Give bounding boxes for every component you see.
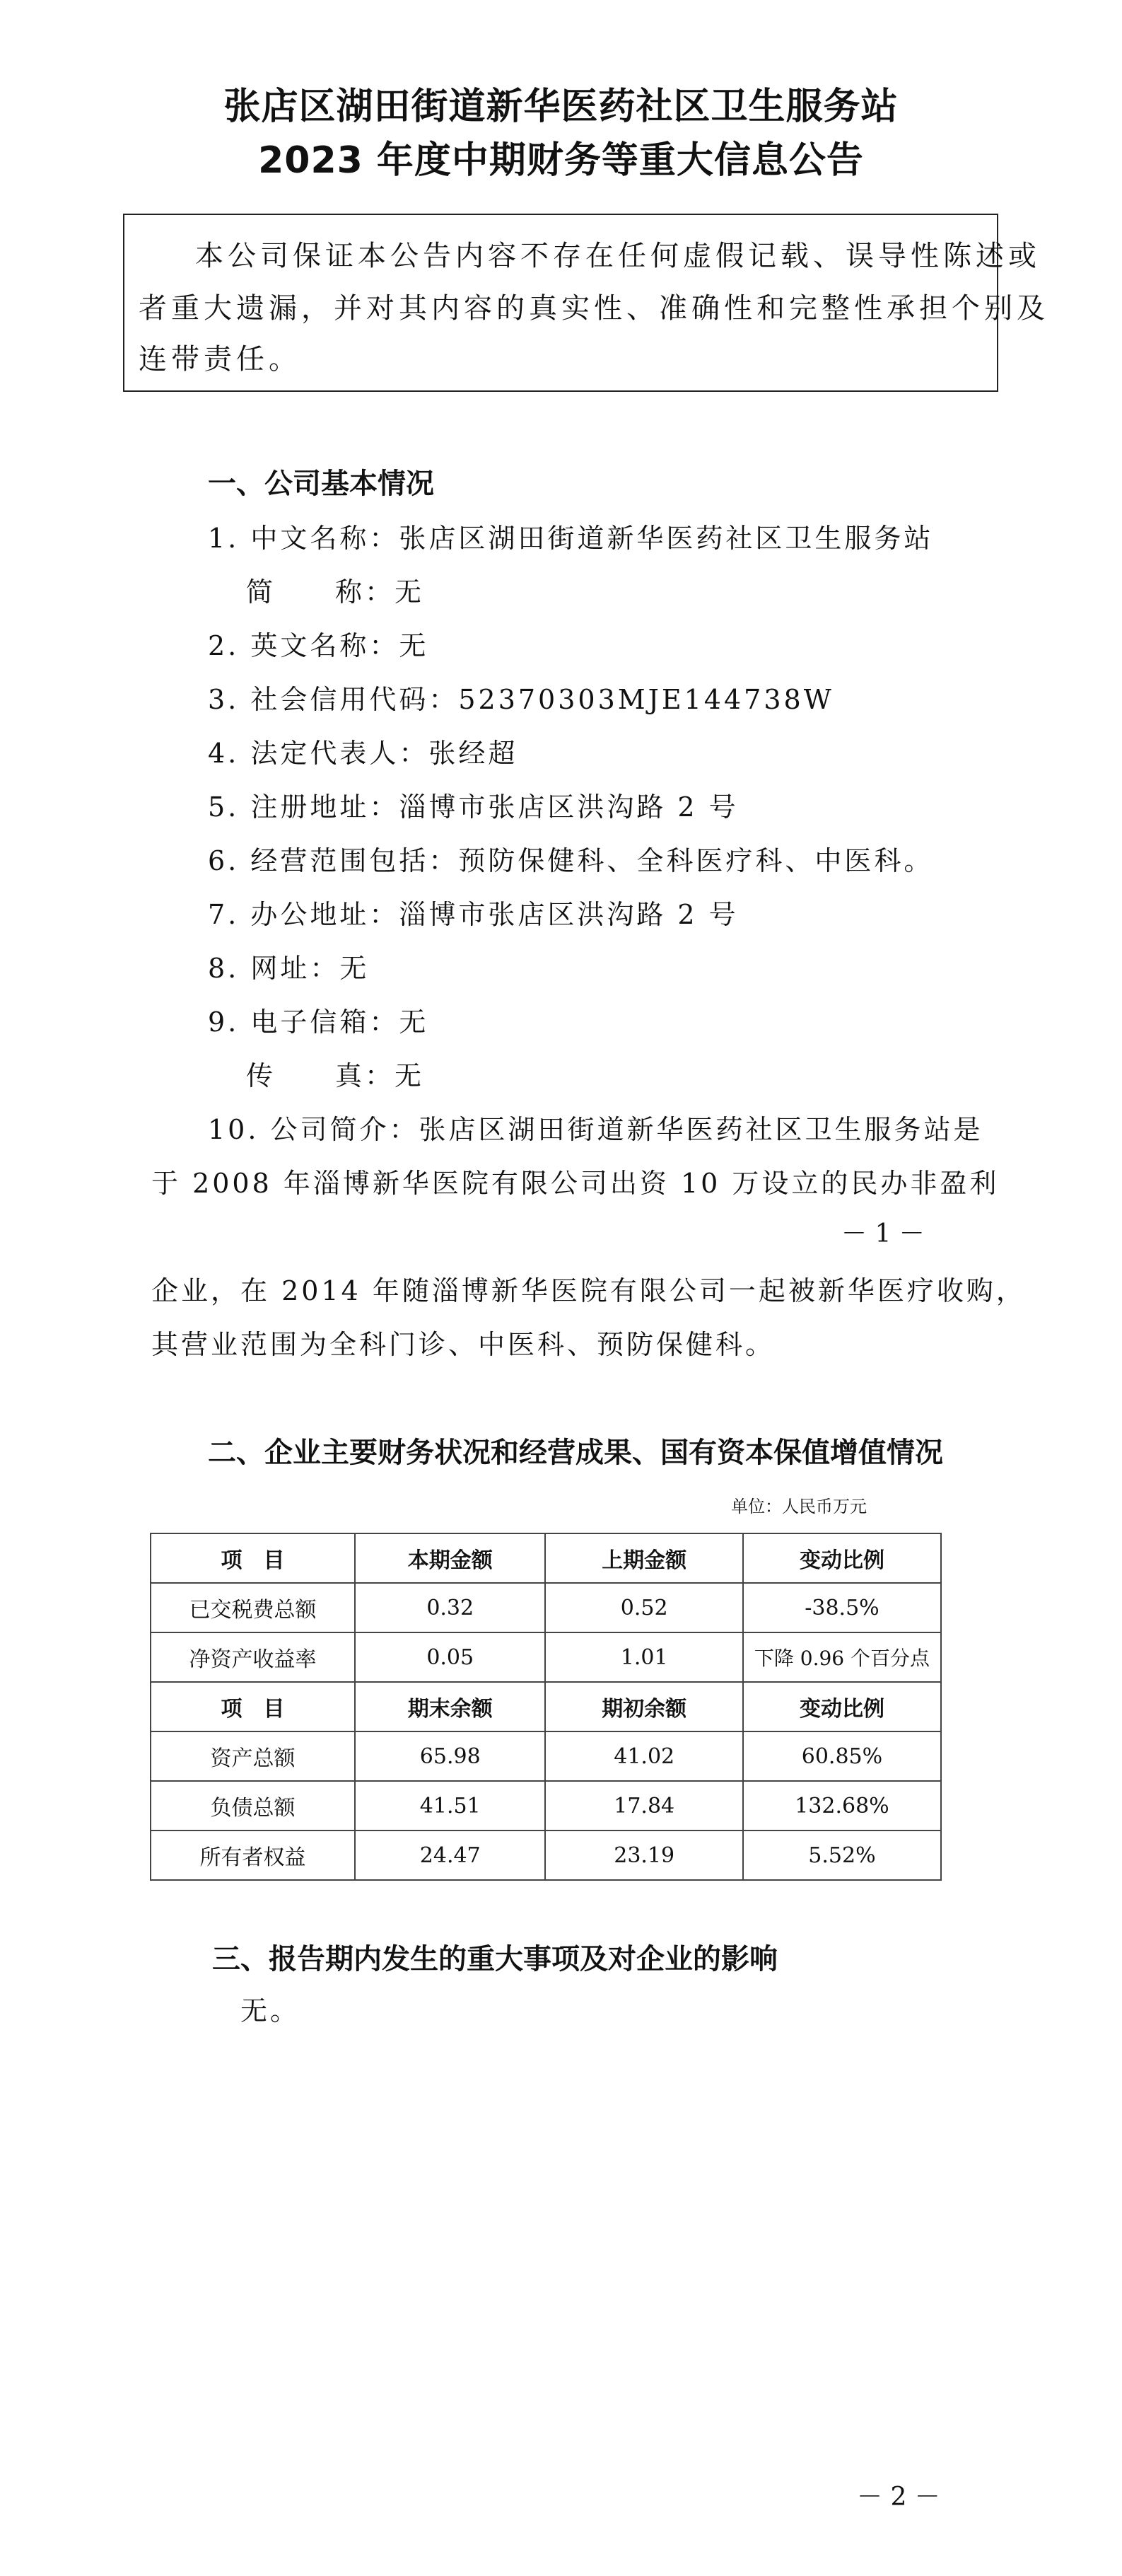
table-cell: -38.5% xyxy=(743,1583,941,1632)
unit-label: 单位：人民币万元 xyxy=(731,1497,867,1516)
page-number-2: － 2 － xyxy=(857,2483,940,2512)
info-item: 传 真：无 xyxy=(246,1060,425,1091)
section-heading-1: 一、公司基本情况 xyxy=(208,468,434,500)
table-cell: 41.51 xyxy=(355,1781,546,1831)
info-item: 7. 办公地址：淄博市张店区洪沟路 2 号 xyxy=(208,899,739,930)
table-cell: 下降 0.96 个百分点 xyxy=(743,1632,941,1682)
table-cell: 0.32 xyxy=(355,1583,546,1632)
table-header-row xyxy=(151,1533,941,1583)
info-item: 4. 法定代表人：张经超 xyxy=(208,738,518,769)
table-header-cell: 变动比例 xyxy=(743,1533,941,1583)
table-header-cell: 变动比例 xyxy=(743,1682,941,1731)
table-header-cell: 期初余额 xyxy=(545,1682,742,1731)
table-cell: 净资产收益率 xyxy=(151,1632,355,1682)
table-row xyxy=(151,1781,941,1831)
table-row xyxy=(151,1632,941,1682)
page-number-1: － 1 － xyxy=(841,1219,925,1248)
table-row xyxy=(151,1731,941,1781)
table-cell: 5.52% xyxy=(743,1831,941,1880)
document-title-line1: 张店区湖田街道新华医药社区卫生服务站 xyxy=(223,86,899,128)
table-row xyxy=(151,1831,941,1880)
info-item: 8. 网址：无 xyxy=(208,953,370,984)
table-cell: 0.52 xyxy=(545,1583,742,1632)
table-row xyxy=(151,1583,941,1632)
company-intro-line: 企业，在 2014 年随淄博新华医院有限公司一起被新华医疗收购， xyxy=(151,1275,1026,1306)
table-header-cell: 上期金额 xyxy=(545,1533,742,1583)
info-item: 1. 中文名称：张店区湖田街道新华医药社区卫生服务站 xyxy=(208,523,934,554)
table-cell: 41.02 xyxy=(545,1731,742,1781)
table-header-cell: 本期金额 xyxy=(355,1533,546,1583)
disclaimer-line: 连带责任。 xyxy=(139,343,301,376)
table-cell: 0.05 xyxy=(355,1632,546,1682)
disclaimer-line: 者重大遗漏，并对其内容的真实性、准确性和完整性承担个别及 xyxy=(139,292,1049,325)
table-cell: 65.98 xyxy=(355,1731,546,1781)
section-heading-2: 二、企业主要财务状况和经营成果、国有资本保值增值情况 xyxy=(208,1437,943,1469)
financial-table xyxy=(150,1533,942,1881)
company-intro-line: 其营业范围为全科门诊、中医科、预防保健科。 xyxy=(151,1329,776,1360)
info-item: 3. 社会信用代码：52370303MJE144738W xyxy=(208,684,834,715)
document-title-line2: 2023 年度中期财务等重大信息公告 xyxy=(258,139,864,182)
table-cell: 负债总额 xyxy=(151,1781,355,1831)
info-item: 2. 英文名称：无 xyxy=(208,630,429,661)
info-item: 6. 经营范围包括：预防保健科、全科医疗科、中医科。 xyxy=(208,845,934,876)
info-item: 9. 电子信箱：无 xyxy=(208,1006,429,1038)
table-cell: 132.68% xyxy=(743,1781,941,1831)
table-header-cell: 项 目 xyxy=(151,1682,355,1731)
section3-body: 无。 xyxy=(240,1995,300,2026)
info-item: 简 称：无 xyxy=(246,576,425,608)
table-cell: 1.01 xyxy=(545,1632,742,1682)
table-cell: 资产总额 xyxy=(151,1731,355,1781)
table-cell: 17.84 xyxy=(545,1781,742,1831)
table-cell: 所有者权益 xyxy=(151,1831,355,1880)
company-intro-line: 于 2008 年淄博新华医院有限公司出资 10 万设立的民办非盈利 xyxy=(151,1168,1000,1199)
table-cell: 60.85% xyxy=(743,1731,941,1781)
table-cell: 24.47 xyxy=(355,1831,546,1880)
table-header-cell: 项 目 xyxy=(151,1533,355,1583)
company-intro-line: 10. 公司简介：张店区湖田街道新华医药社区卫生服务站是 xyxy=(208,1114,983,1145)
disclaimer-line: 本公司保证本公告内容不存在任何虚假记载、误导性陈述或 xyxy=(195,240,1041,272)
table-cell: 已交税费总额 xyxy=(151,1583,355,1632)
table-header-cell: 期末余额 xyxy=(355,1682,546,1731)
section-heading-3: 三、报告期内发生的重大事项及对企业的影响 xyxy=(212,1943,778,1975)
info-item: 5. 注册地址：淄博市张店区洪沟路 2 号 xyxy=(208,791,739,823)
disclaimer-box xyxy=(123,214,1049,392)
table-cell: 23.19 xyxy=(545,1831,742,1880)
table-header-row xyxy=(151,1682,941,1731)
